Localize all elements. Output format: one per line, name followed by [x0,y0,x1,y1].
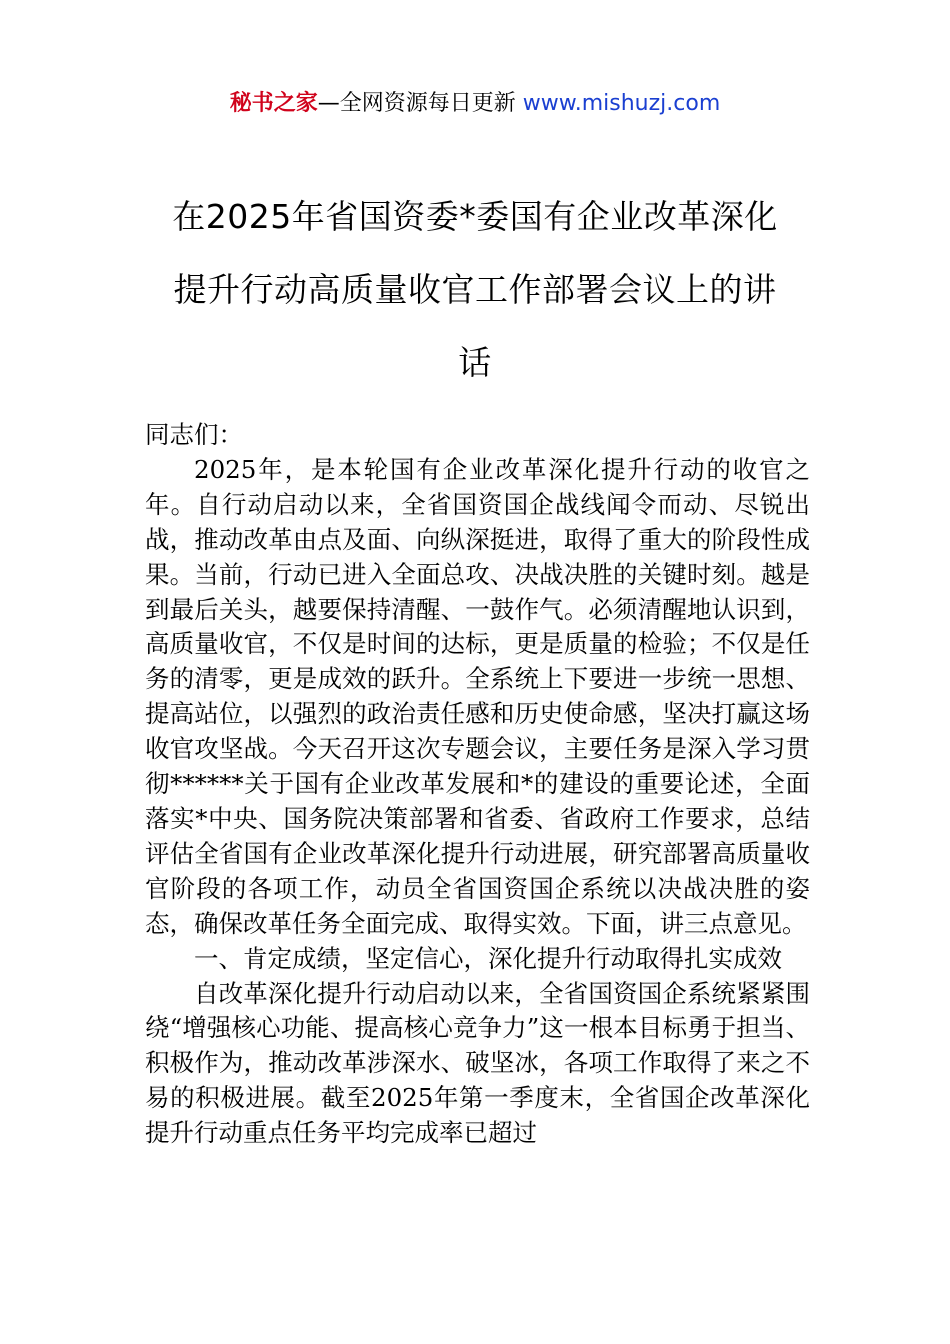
salutation: 同志们： [145,420,243,449]
title-line-2: 提升行动高质量收官工作部署会议上的讲 [173,270,777,309]
paragraph-section-1: 自改革深化提升行动启动以来，全省国资国企系统紧紧围绕“增强核心功能、提高核心竞争力”这一根本目标勇于担当、积极作为，推动改革涉深水、破坚冰，各项工作取得了来之不易的积极进展。截至2025年第一季度末，全省国企改革深化提升行动重点任务平均完成率已超过 [145,978,810,1148]
site-url-link[interactable]: www.mishuzj.com [522,91,721,116]
site-slogan: 全网资源每日更新 [339,91,523,116]
header-separator: — [317,91,340,116]
site-name: 秘书之家 [229,91,318,116]
document-body [145,418,810,1151]
title-line-3: 话 [458,343,492,382]
section-heading-1: 一、肯定成绩，坚定信心，深化提升行动取得扎实成效 [194,943,782,973]
paragraph-intro: 2025年，是本轮国有企业改革深化提升行动的收官之年。自行动启动以来，全省国资国企战线闻令而动、尽锐出战，推动改革由点及面、向纵深挺进，取得了重大的阶段性成果。当前，行动已进入全面总攻、决战决胜的关键时刻。越是到最后关头，越要保持清醒、一鼓作气。必须清醒地认识到，高质量收官，不仅是时间的达标，更是质量的检验；不仅是任务的清零，更是成效的跃升。全系统上下要进一步统一思想、提高站位，以强烈的政治责任感和历史使命感，坚决打赢这场收官攻坚战。今天召开这次专题会议，主要任务是深入学习贯彻******关于国有企业改革发展和*的建设的重要论述，全面落实*中央、国务院决策部署和省委、省政府工作要求，总结评估全省国有企业改革深化提升行动进展，研究部署高质量收官阶段的各项工作，动员全省国资国企系统以决战决胜的姿态，确保改革任务全面完成、取得实效。下面，讲三点意见。 [145,454,810,938]
site-header [0,88,950,120]
document-title [140,180,810,399]
title-line-1: 在2025年省国资委*委国有企业改革深化 [172,197,778,236]
